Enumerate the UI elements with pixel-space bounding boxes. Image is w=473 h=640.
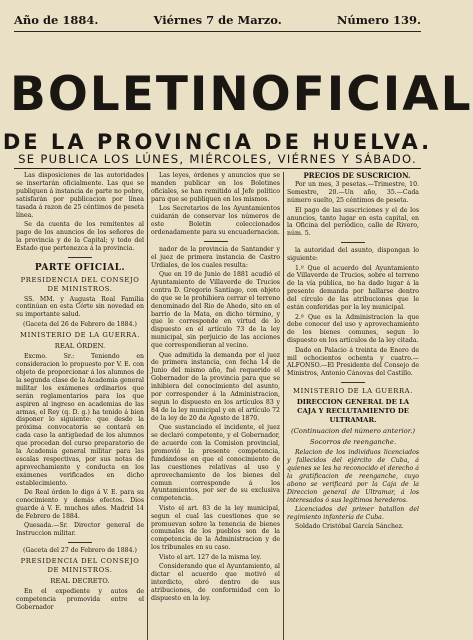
divider	[204, 241, 228, 242]
article-paragraph: Licenciados del primer batallon del regimiento infantería de Cuba.	[287, 506, 419, 521]
subscription-prices: Por un mes, 3 pesetas.—Trimestre, 10. Semestre, 20.—Un año, 35.—Cada número suelto, 25 céntimos de peseta.	[287, 181, 419, 205]
gazette-citation: (Gaceta del 27 de Febrero de 1884.)	[23, 547, 137, 555]
article-paragraph: Relacion de los individuos licenciados y fallecidos del ejército de Cuba, á quienes se les ha reconocido el derecho á la gratificacion de reenganche, cuyo abono se verificará por la Caja de la Direccion general de Ultramar, á los interesados ó sus legítimos herederos.	[287, 449, 419, 504]
column-2	[151, 172, 280, 640]
notice-text: Los Secretarios de los Ayuntamientos cuidarán de conservar los números de este Boletin coleccionados ordenadamente para su encuadernacion.	[151, 205, 280, 236]
divider	[68, 542, 92, 543]
issue-date: Viérnes 7 de Marzo.	[153, 13, 282, 27]
article-paragraph: De Real órden lo digo á V. E. para su conocimiento y demás efectos. Dios guarde á V. E. muchos años. Madrid 14 de Febrero de 1884.	[16, 489, 144, 520]
subscription-heading: PRECIOS DE SUSCRICION.	[303, 171, 411, 180]
article-paragraph: SS. MM. y Augusta Real Familia continúan en esta Córte sin novedad en su importante salud.	[16, 295, 144, 319]
subsection-heading: DIRECCION GENERAL DE LA CAJA Y RECLUTAMIENTO DE ULTRAMAR.	[296, 398, 410, 425]
signature-line: Quesada.—Sr. Director general de Instruccion militar.	[16, 522, 144, 538]
subsection-heading: REAL DECRETO.	[50, 576, 110, 585]
subsection-heading: PRESIDENCIA DEL CONSEJO DE MINISTROS.	[20, 275, 140, 293]
article-paragraph: Que admitida la demanda por el juez de primera instancia, con fecha 14 de Junio del mismo año, fué requerido el Gobernador de la provincia para que se inhibiera del conocimiento del asunto, por corresponder á la Administracion, segun lo dispuesto en los artículos 83 y 84 de la ley municipal y en el artículo 72 de la ley de 20 de Agosto de 1870.	[151, 351, 280, 422]
column-1	[16, 172, 144, 640]
subsection-heading: MINISTERIO DE LA GUERRA.	[293, 387, 413, 396]
issue-year: Año de 1884.	[14, 13, 99, 27]
article-paragraph: Visto el art. 127 de la misma ley.	[159, 553, 262, 561]
divider	[68, 257, 92, 258]
gazette-citation: (Gaceta del 26 de Febrero de 1884.)	[23, 321, 137, 329]
masthead-right: OFICIAL	[250, 67, 473, 122]
province-title: DE LA PROVINCIA DE HUELVA.	[2, 130, 433, 154]
column-3	[287, 172, 419, 640]
article-paragraph: nador de la provincia de Santander y el juez de primera instancia de Castro Urdiales, de los cuales resulta:	[151, 245, 280, 269]
section-heading: PARTE OFICIAL.	[34, 262, 126, 273]
article-paragraph: 2.º Que es la Administracion la que debe conocer del uso y aprovechamiento de los bienes comunes, segun lo dispuesto en los artículos de la ley citada.	[287, 313, 419, 345]
notice-text: Se da cuenta de los remitentes al pago de los anuncios de los señores de la provincia y de la Capital; y todo del Estado que pertenezca á la provincia.	[16, 220, 144, 252]
article-paragraph: 1.º Que el acuerdo del Ayuntamiento de Villaverde de Trucios, sobre el terreno de la vía pública, no ha dado lugar á la presente demanda por hallarse dentro del círculo de las atribuciones que le están conferidas por la ley municipal.	[287, 264, 419, 312]
subsection-heading: (Continuacion del número anterior.)	[290, 427, 416, 436]
column-divider	[283, 172, 284, 640]
subscription-prices: El pago de las suscriciones y el de los anuncios, tanto lugar en esta capital, en la Oficina del periódico, calle de Rivero, núm. 5.	[287, 206, 419, 238]
article-paragraph: Visto el art. 83 de la ley municipal, segun el cual las cuestiones que se promuevan sobre la tenencia de bienes comunales de los pueblos son de la competencia de la Administracion y de los tribunales en su caso.	[151, 504, 280, 552]
notice-text: Las leyes, órdenes y anuncios que se manden publicar en los Boletines oficiales, se han remitido al Jefe político para que se publiquen en los mismos.	[151, 172, 280, 203]
column-divider	[147, 172, 148, 640]
article-paragraph: Considerando que el Ayuntamiento, al dictar el acuerdo que motivó el interdicto, obró dentro de sus atribuciones, de conformidad con lo dispuesto en la ley.	[151, 563, 280, 602]
publication-days: SE PUBLICA LOS LÚNES, MIÉRCOLES, VIÉRNES Y SÁBADO.	[18, 152, 417, 166]
issue-number: Número 139.	[336, 13, 421, 27]
article-paragraph: Dado en Palacio á treinta de Enero de mil ochocientos ochenta y cuatro.—ALFONSO.—El Presidente del Consejo de Ministros, Antonio Cánovas del Castillo.	[287, 346, 419, 378]
subsection-heading: REAL ÓRDEN.	[54, 342, 106, 351]
masthead-rule	[14, 168, 421, 169]
article-paragraph: Que sustanciado el incidente, el juez se declaró competente, y el Gobernador, de acuerdo con la Comision provincial, promovió la presente competencia, fundándose en que el conocimiento de las cuestiones relativas al uso y aprovechamiento de los bienes del comun corresponde á los Ayuntamientos, por ser de su exclusiva competencia.	[151, 424, 280, 503]
divider	[341, 242, 365, 243]
subsection-heading: PRESIDENCIA DEL CONSEJO DE MINISTROS.	[20, 556, 140, 574]
article-paragraph: Que en 19 de Junio de 1881 acudió el Ayuntamiento de Villaverde de Trucios contra D. Gregorio Santiago, con objeto de que se le prohibiera cerrar el terreno denominado del Rio de Ahedo, sito en el barrio de la Mata, en dicho término, y que le corresponde en virtud de lo dispuesto en el artículo 73 de la ley municipal, sin perjuicio de las acciones que correspondieran al vecino.	[151, 270, 280, 350]
article-paragraph: En el expediente y autos de competencia promovida entre el Gobernador	[16, 587, 144, 611]
divider	[341, 382, 365, 383]
article-paragraph: Soldado Cristóbal García Sánchez.	[295, 523, 404, 531]
masthead-left: BOLETIN	[10, 67, 251, 122]
article-paragraph: la autoridad del asunto, dispongan lo siguiente:	[287, 247, 419, 263]
article-paragraph: Excmo. Sr.: Teniendo en consideracion lo propuesto por V. E. con objeto de proporcionar á los alumnos de la segunda clase de la Academia general militar los exámenes ordinarios que serán reglamentarios para los que aspiren al ingreso en academias de las armas, el Rey (q. D. g.) ha tenido á bien disponer lo siguiente: que desde la próxima convocatoria se contará en cada caso la antigüedad de los alumnos que procedan del curso preparatorio de la Academia general militar para las escalas respectivas, por sus notas de aprovechamiento y conducta en los exámenes verificados en dicho establecimiento.	[16, 353, 144, 487]
header-line	[14, 9, 421, 32]
notice-text: Las disposiciones de las autoridades se insertarán oficialmente. Las que se publiquen á instancia de parte no pobre, satisfarán por publicacion por línea tasada á razon de 25 céntimos de peseta línea.	[16, 172, 144, 219]
subsection-heading: MINISTERIO DE LA GUERRA.	[20, 331, 140, 340]
subsection-heading: Socorros de reenganche.	[309, 438, 397, 447]
masthead	[10, 67, 473, 128]
